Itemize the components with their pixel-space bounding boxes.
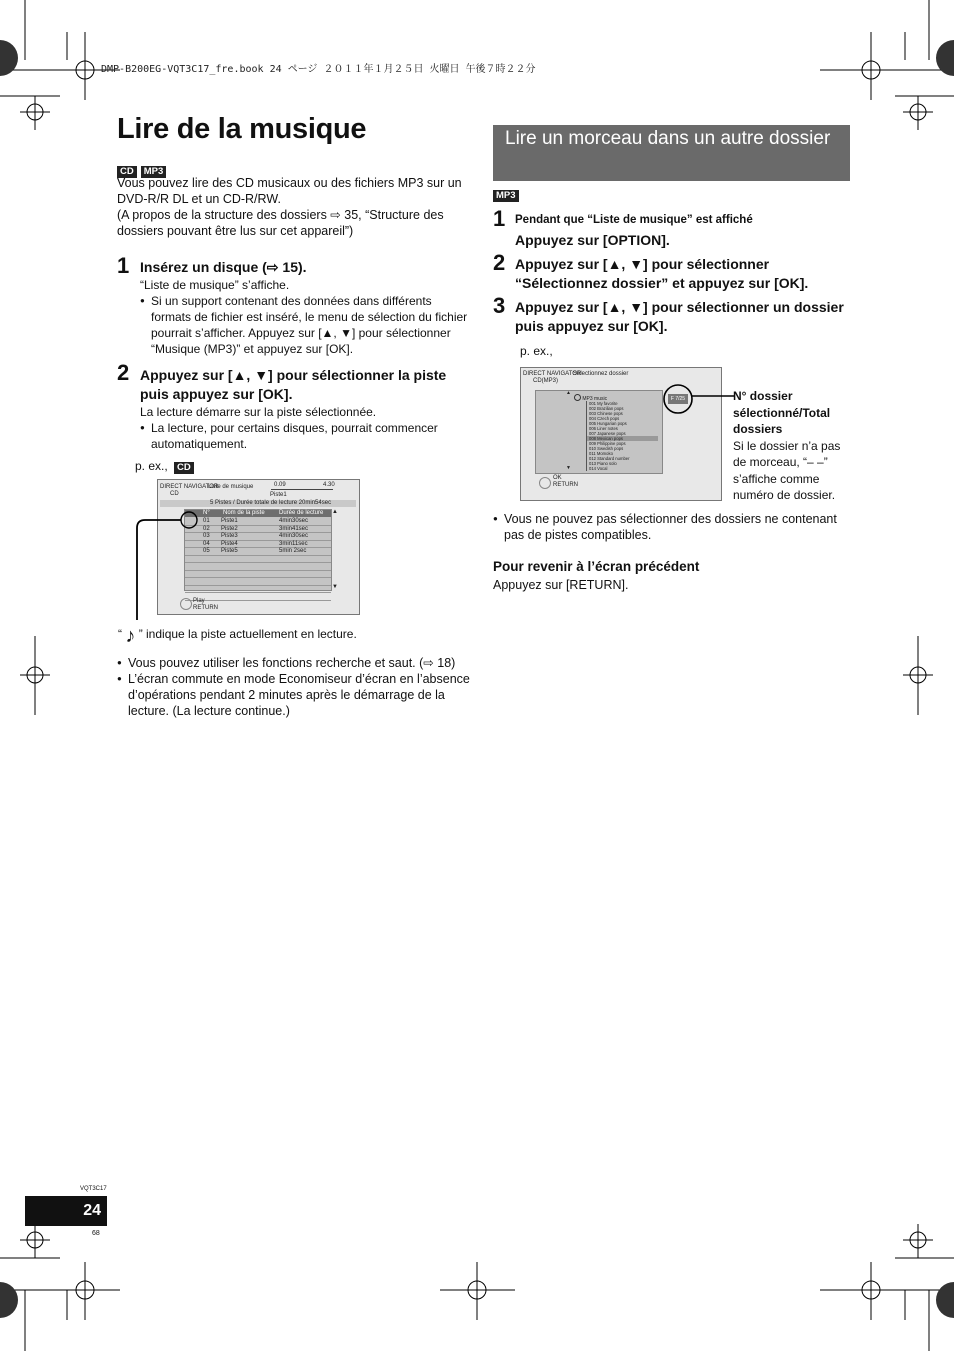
track-rows	[185, 518, 331, 601]
step-1-heading: Insérez un disque (⇨ 15).	[140, 259, 307, 275]
screen1-title: Liste de musique	[208, 484, 254, 490]
folder-tree	[535, 390, 663, 474]
track-name: Piste5	[221, 548, 238, 554]
folder-item[interactable]: 012 Standard number	[586, 456, 658, 461]
screen1-progress	[271, 489, 333, 490]
callout-title: N° dossier sélectionné/Total dossiers	[733, 389, 831, 436]
mp3-tag: MP3	[141, 166, 167, 178]
screen2-nav: DIRECT NAVIGATOR	[523, 371, 582, 377]
example-1	[135, 458, 198, 474]
track-name: Piste3	[221, 533, 238, 539]
screen2-disc: CD(MP3)	[533, 378, 558, 384]
cd-tag: CD	[117, 166, 137, 178]
remote-icon-2	[539, 477, 551, 489]
screen1-track: Piste1	[270, 492, 287, 498]
screen1-nav: DIRECT NAVIGATOR	[160, 484, 219, 490]
screen1-play: Play	[193, 598, 205, 604]
right-step-1-number: 1	[493, 206, 506, 231]
folder-item[interactable]: 009 Philippine pops	[586, 441, 658, 446]
screen2-title: Sélectionnez dossier	[573, 371, 629, 377]
step-2-body	[140, 404, 470, 452]
right-step-1-pre: Pendant que “Liste de musique” est affiché	[515, 214, 753, 226]
callout-text	[733, 388, 853, 504]
example-1-cd-tag: CD	[174, 462, 194, 474]
track-no: 01	[203, 518, 210, 524]
page-number: 24	[25, 1196, 107, 1226]
track-no: 04	[203, 540, 210, 547]
left-bullet-2: ● L’écran commute en mode Economiseur d’écran en l’absence d’opérations pendant 2 minutes après le démarrage de la lecture. (La lecture continue.)	[117, 671, 477, 719]
section-mp3-tag: MP3	[493, 190, 519, 202]
folder-callout-line	[660, 382, 740, 417]
right-step-2-heading: Appuyez sur [▲, ▼] pour sélectionner “Sélectionnez dossier” et appuyez sur [OK].	[515, 256, 809, 291]
track-table-header	[185, 510, 331, 517]
return-heading: Pour revenir à l’écran précédent	[493, 559, 700, 574]
step-1-body	[140, 277, 470, 357]
col-name: Nom de la piste	[223, 510, 265, 516]
footer-sub-number: 68	[92, 1230, 100, 1237]
track-row[interactable]	[185, 541, 331, 549]
col-no: N°	[203, 510, 210, 516]
folder-root-icon	[574, 394, 581, 401]
track-name: Piste2	[221, 525, 238, 532]
track-row[interactable]	[185, 526, 331, 534]
step-2-heading: Appuyez sur [▲, ▼] pour sélectionner la piste puis appuyez sur [OK].	[140, 367, 447, 402]
track-dur: 5min 2sec	[279, 548, 307, 554]
intro-line1: Vous pouvez lire des CD musicaux ou des fichiers MP3 sur un DVD-R/R DL et un CD-R/RW.	[117, 176, 462, 206]
step-1-number: 1	[117, 253, 130, 278]
track-no: 03	[203, 533, 210, 539]
right-step-2-number: 2	[493, 250, 506, 275]
track-row[interactable]	[185, 548, 331, 556]
folder-item[interactable]: 010 Swedish pops	[586, 446, 658, 451]
step-1-bullet: ● Si un support contenant des données dans différents formats de fichier est inséré, le menu de sélection du fichier pourrait s’afficher. Appuyez sur [▲, ▼] pour sélectionner “Musique (MP3)” et appuyez sur [OK].	[140, 293, 470, 357]
folder-item[interactable]: 014 Vocal	[586, 466, 658, 471]
right-step-3-heading: Appuyez sur [▲, ▼] pour sélectionner un dossier puis appuyez sur [OK].	[515, 299, 844, 334]
folder-item[interactable]: 001 My favorite	[586, 401, 658, 406]
return-text: Appuyez sur [RETURN].	[493, 578, 629, 592]
col-duration: Durée de lecture	[279, 510, 324, 516]
tree-up-icon: ▲	[566, 390, 571, 396]
folder-root-label: MP3 music	[582, 396, 608, 402]
track-row[interactable]	[185, 571, 331, 579]
music-note-icon: ♪	[125, 625, 136, 647]
note-explanation	[118, 625, 357, 647]
screen1-time-start: 0.09	[274, 482, 286, 488]
screen2-return: RETURN	[553, 482, 578, 488]
scroll-down-icon: ▼	[332, 584, 338, 590]
intro-line2: (A propos de la structure des dossiers ⇨ 35, “Structure des dossiers pouvant être lus sur cet appareil”)	[117, 208, 444, 238]
page-title: Lire de la musique	[117, 113, 367, 145]
right-step-1-heading: Appuyez sur [OPTION].	[515, 232, 670, 248]
track-no: 02	[203, 525, 210, 532]
left-bullets	[117, 655, 477, 719]
tree-down-icon: ▼	[566, 465, 571, 471]
track-dur: 3min41sec	[279, 525, 309, 532]
section-title: Lire un morceau dans un autre dossier	[493, 125, 850, 181]
step-2-number: 2	[117, 360, 130, 385]
track-row[interactable]	[185, 533, 331, 541]
folder-item[interactable]: 003 Chinese pops	[586, 411, 658, 416]
left-bullet-1: ● Vous pouvez utiliser les fonctions recherche et saut. (⇨ 18)	[117, 655, 477, 671]
track-dur: 4min30sec	[279, 533, 309, 539]
folder-item[interactable]: 011 Momoko	[586, 451, 658, 456]
folder-item[interactable]: 013 Piano solo	[586, 461, 658, 466]
track-row[interactable]	[185, 578, 331, 586]
track-row[interactable]	[185, 593, 331, 601]
screen1-disc: CD	[170, 491, 179, 497]
track-row[interactable]	[185, 518, 331, 526]
track-name: Piste1	[221, 518, 238, 524]
screen1-time-end: 4.30	[323, 482, 335, 488]
right-step-3-number: 3	[493, 293, 506, 318]
folder-item[interactable]: 006 Liner notes	[586, 426, 658, 431]
track-name: Piste4	[221, 540, 238, 547]
right-bullet-block	[493, 511, 853, 543]
scroll-up-icon: ▲	[332, 509, 338, 515]
track-row[interactable]	[185, 586, 331, 594]
folder-item[interactable]: 004 Czech pops	[586, 416, 658, 421]
example-2-label: p. ex.,	[520, 344, 553, 358]
track-row[interactable]	[185, 556, 331, 564]
folder-item[interactable]: 002 Brazilian pops	[586, 406, 658, 411]
step-2-bullet: ● La lecture, pour certains disques, pourrait commencer automatiquement.	[140, 420, 470, 452]
step-1-text: “Liste de musique” s’affiche.	[140, 278, 290, 292]
right-bullet: ● Vous ne pouvez pas sélectionner des dossiers ne contenant pas de pistes compatibles.	[493, 511, 853, 543]
example-1-label: p. ex.,	[135, 459, 168, 473]
file-header: DMP-B200EG-VQT3C17_fre.book 24 ページ ２０１１年１月２５日 火曜日 午後７時２２分	[101, 64, 536, 75]
footer-code: VQT3C17	[80, 1186, 107, 1192]
screen1-summary: 5 Pistes / Durée totale de lecture 20min54sec	[210, 500, 332, 506]
folder-list	[586, 401, 658, 471]
note-text: ” indique la piste actuellement en lecture.	[138, 627, 357, 641]
intro-text	[117, 175, 477, 239]
folder-counter: F 7/25	[668, 394, 688, 404]
folder-item[interactable]: 008 Mexican pops	[586, 436, 658, 441]
track-dur: 4min30sec	[279, 518, 309, 524]
screen1-return: RETURN	[193, 605, 218, 611]
callout-body: Si le dossier n’a pas de morceau, “– –” s’affiche comme numéro de dossier.	[733, 438, 841, 502]
track-table	[184, 509, 332, 591]
folder-item[interactable]: 005 Hungarian pops	[586, 421, 658, 426]
track-row[interactable]	[185, 563, 331, 571]
folder-item[interactable]: 007 Japanese pops	[586, 431, 658, 436]
step-2-text: La lecture démarre sur la piste sélectionnée.	[140, 405, 377, 419]
note-open-quote: “	[118, 627, 122, 641]
track-no: 05	[203, 548, 210, 554]
track-dur: 3min11sec	[279, 540, 308, 547]
section-format-tag	[493, 185, 523, 203]
screen2-ok: OK	[553, 475, 562, 481]
